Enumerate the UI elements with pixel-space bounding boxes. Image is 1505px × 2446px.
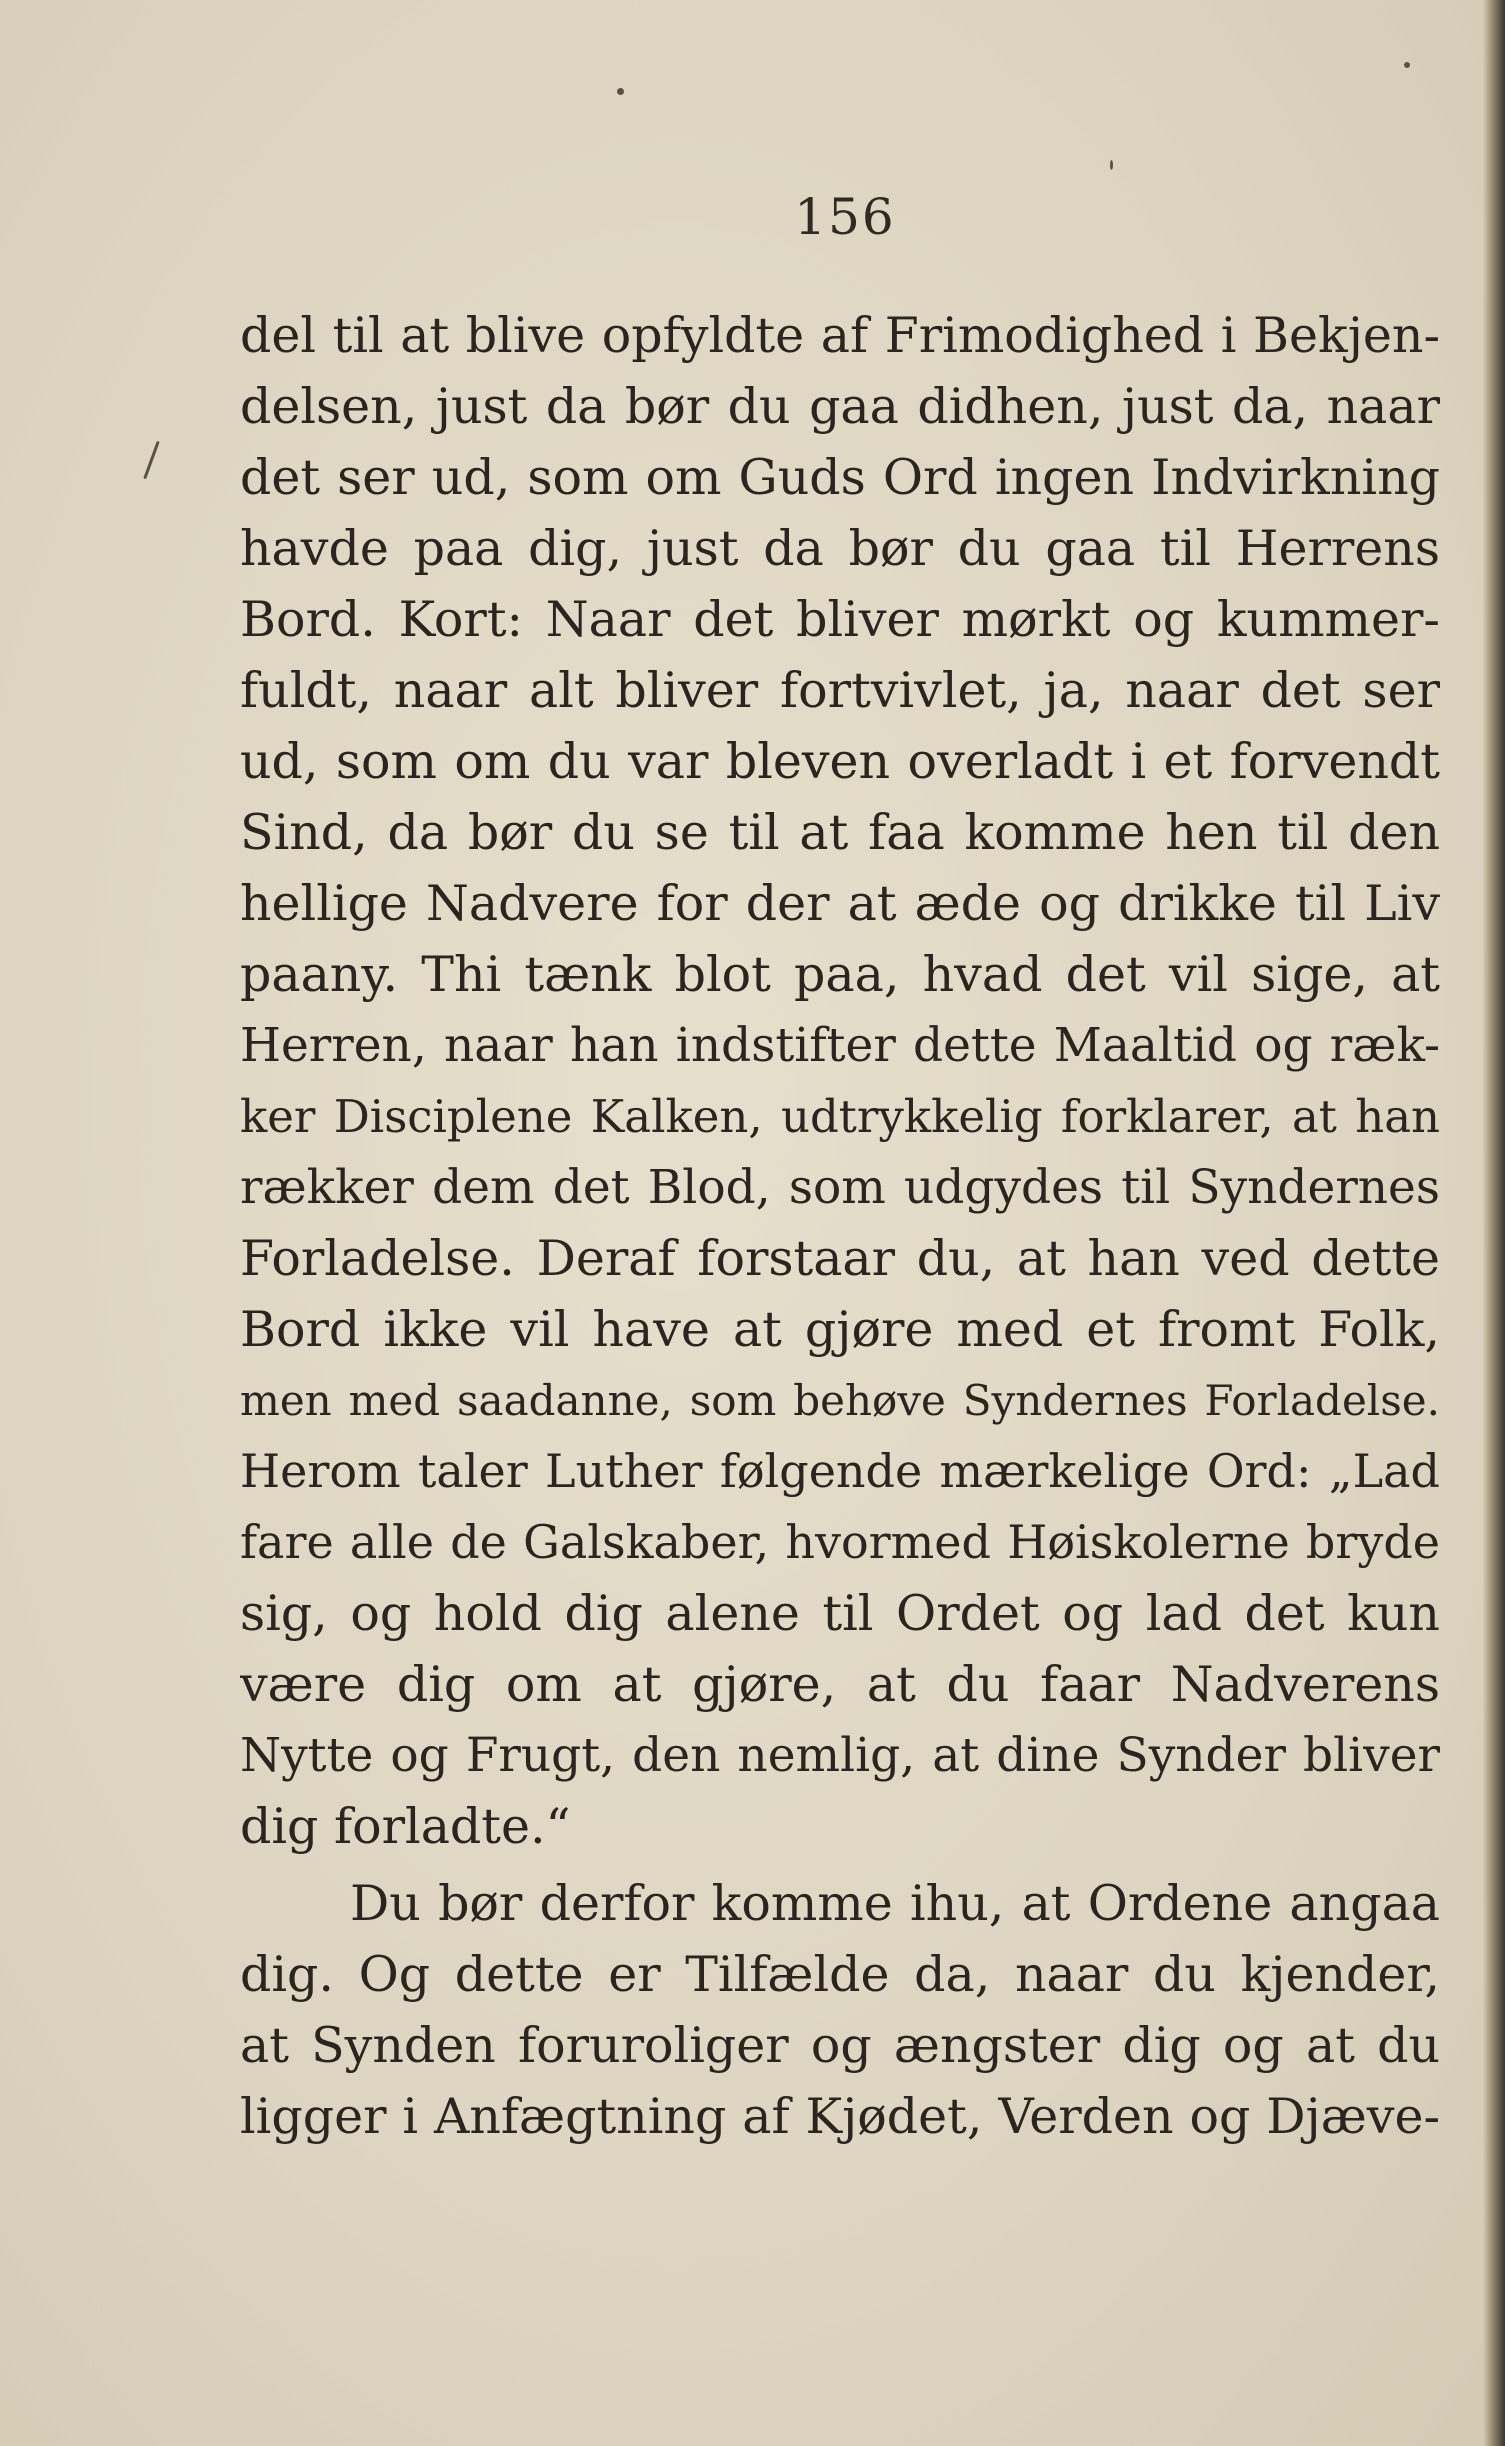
text-line: del til at blive opfyldte af Frimodighed i Bekjen- — [240, 307, 1440, 364]
text-line: ud, som om du var bleven overladt i et forvendt — [240, 733, 1440, 790]
text-line: at Synden foruroliger og ængster dig og at du — [240, 2017, 1440, 2074]
text-line: dig forladte.“ — [240, 1798, 571, 1855]
text-line: ker Disciplene Kalken, udtrykkelig forklarer, at han — [240, 1090, 1440, 1143]
text-line: Sind, da bør du se til at faa komme hen til den — [240, 804, 1440, 861]
text-line: det ser ud, som om Guds Ord ingen Indvirkning — [240, 449, 1440, 506]
print-speck — [1110, 160, 1113, 170]
paragraph — [240, 300, 1440, 1862]
text-line: men med saadanne, som behøve Syndernes Forladelse. — [240, 1376, 1440, 1425]
text-line: Du bør derfor komme ihu, at Ordene angaa — [350, 1875, 1440, 1932]
page-number: 156 — [794, 188, 896, 246]
text-line: fuldt, naar alt bliver fortvivlet, ja, naar det ser — [240, 662, 1440, 719]
text-line: Bord. Kort: Naar det bliver mørkt og kummer- — [240, 591, 1440, 648]
text-line: paany. Thi tænk blot paa, hvad det vil sige, at — [240, 946, 1440, 1003]
body-text — [240, 300, 1440, 2152]
text-line: hellige Nadvere for der at æde og drikke til Liv — [240, 875, 1440, 932]
text-line: Nytte og Frugt, den nemlig, at dine Synder bliver — [240, 1728, 1440, 1783]
print-speck — [1404, 62, 1410, 68]
text-line: Herom taler Luther følgende mærkelige Ord: „Lad — [240, 1444, 1440, 1498]
text-line: Bord ikke vil have at gjøre med et fromt Folk, — [240, 1301, 1440, 1358]
text-line: sig, og hold dig alene til Ordet og lad det kun — [240, 1585, 1440, 1642]
print-speck — [143, 441, 159, 480]
text-line: fare alle de Galskaber, hvormed Høiskolerne bryde — [240, 1515, 1440, 1569]
text-line: Forladelse. Deraf forstaar du, at han ved dette — [240, 1230, 1440, 1287]
text-line: være dig om at gjøre, at du faar Nadverens — [240, 1656, 1440, 1713]
text-line: havde paa dig, just da bør du gaa til Herrens — [240, 520, 1440, 577]
text-line: delsen, just da bør du gaa didhen, just da, naar — [240, 378, 1440, 435]
paragraph — [240, 1868, 1440, 2152]
text-line: rækker dem det Blod, som udgydes til Syndernes — [240, 1160, 1440, 1215]
page-edge-shadow — [1483, 0, 1505, 2446]
text-line: dig. Og dette er Tilfælde da, naar du kjender, — [240, 1946, 1440, 2003]
text-line: ligger i Anfægtning af Kjødet, Verden og Djæve- — [240, 2088, 1440, 2145]
text-line: Herren, naar han indstifter dette Maaltid og ræk- — [240, 1018, 1440, 1073]
print-speck — [617, 88, 624, 95]
